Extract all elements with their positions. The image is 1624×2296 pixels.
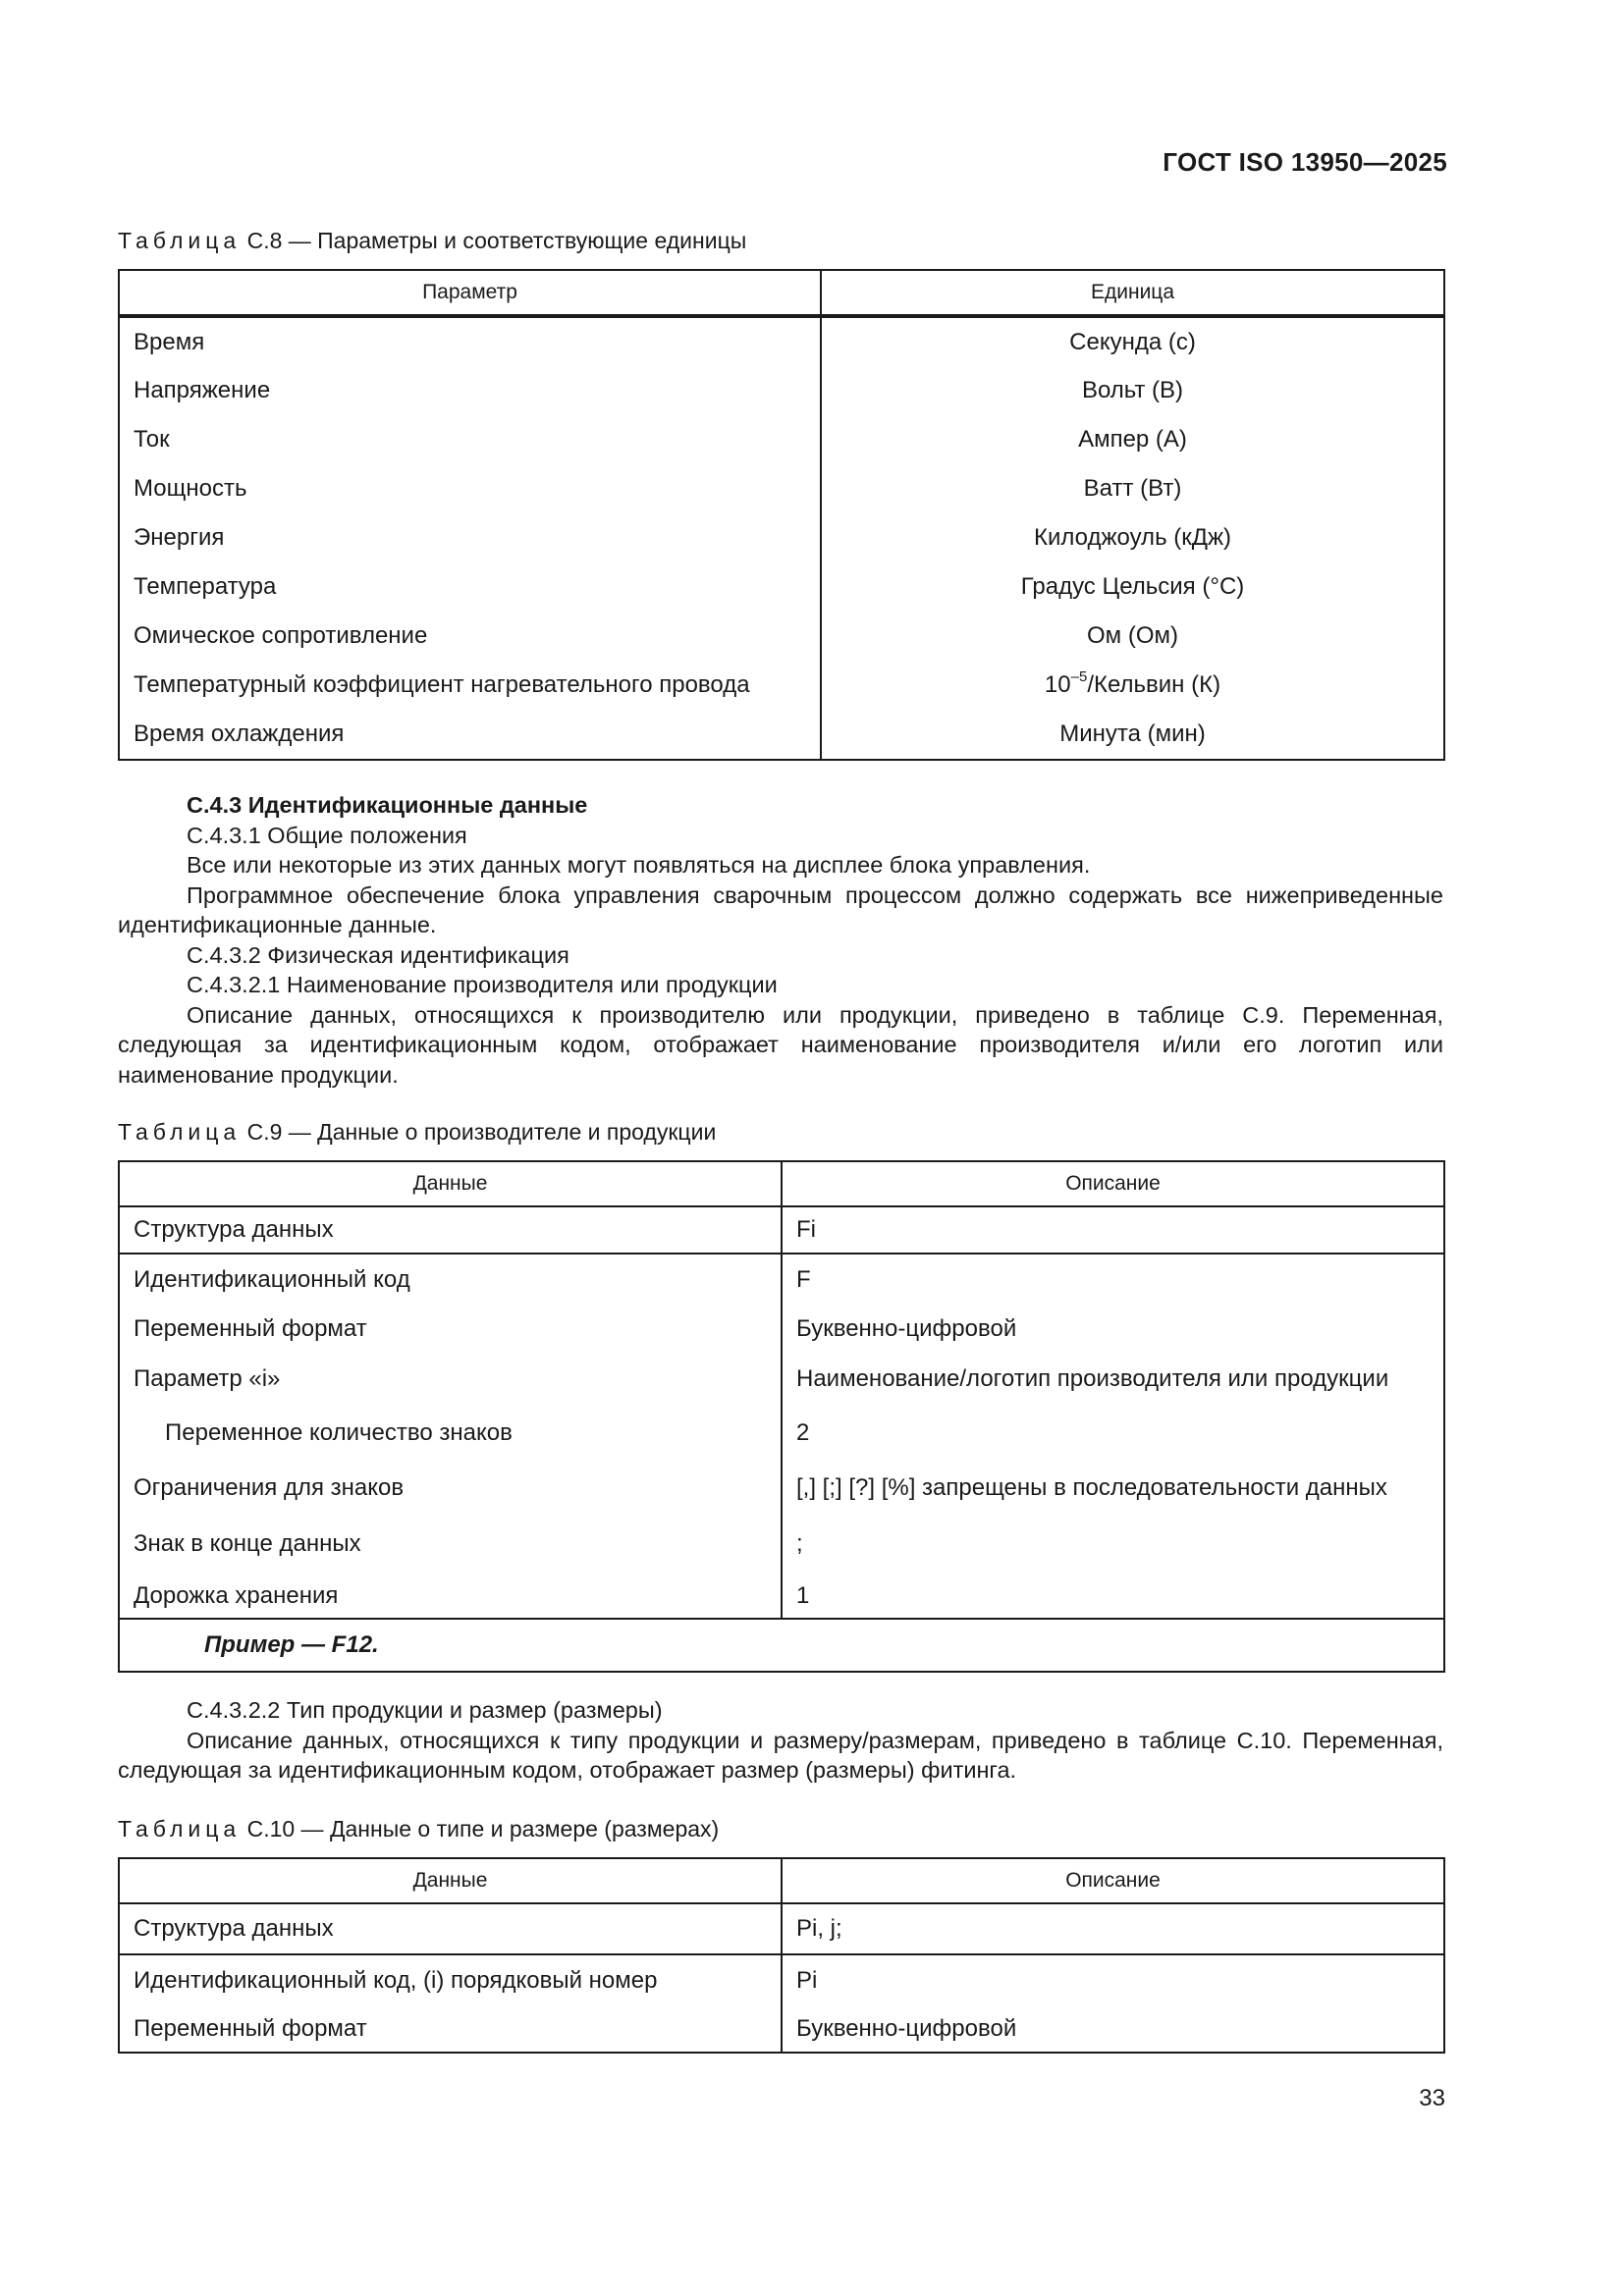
data-label-cell: Параметр «i»: [134, 1365, 281, 1392]
table-row: [119, 513, 1444, 562]
paragraph: Описание данных, относящихся к типу продукции и размеру/размерам, приведено в таблице С.10. Переменная, следующая за идентификационным кодом, отображает размер (размеры) фитинга.: [118, 1727, 1443, 1783]
table-row: [119, 1574, 1444, 1619]
table-c8-title: С.8 — Параметры и соответствующие единицы: [241, 228, 747, 253]
section-c4322-text: [118, 1695, 1443, 1786]
unit-cell: Ампер (А): [821, 415, 1444, 464]
parameter-cell: Ток: [134, 426, 170, 453]
data-label-cell: Структура данных: [134, 1216, 334, 1243]
paragraph: Все или некоторые из этих данных могут появляться на дисплее блока управления.: [187, 852, 1091, 878]
parameter-cell: Температура: [134, 573, 277, 600]
parameter-cell: Время: [134, 328, 205, 355]
column-header-description: Описание: [782, 1858, 1444, 1903]
parameter-cell: Энергия: [134, 524, 225, 551]
data-label-cell: Идентификационный код: [119, 1254, 782, 1305]
column-header-unit: Единица: [821, 270, 1444, 316]
table-row: [119, 316, 1444, 366]
table-row: [119, 562, 1444, 612]
parameter-cell: Температурный коэффициент нагревательного провода: [134, 671, 750, 698]
table-c9-caption: [118, 1119, 716, 1146]
parameter-cell: Омическое сопротивление: [134, 622, 428, 649]
table-row: [119, 1462, 1444, 1515]
unit-cell: Градус Цельсия (°С): [821, 562, 1444, 612]
data-value-cell: [,] [;] [?] [%] запрещены в последовательности данных: [782, 1462, 1444, 1515]
data-label-cell: Дорожка хранения: [134, 1581, 339, 1609]
paragraph: Описание данных, относящихся к производителю или продукции, приведено в таблице С.9. Переменная, следующая за идентификационным кодом, отображает наименование производителя и/или его логотип или наименование продукции.: [118, 1001, 1443, 1088]
table-header-row: [119, 1161, 1444, 1206]
parameter-cell: Время охлаждения: [134, 721, 345, 747]
table-c10-title: С.10 — Данные о типе и размере (размерах): [241, 1816, 720, 1842]
table-row: [119, 1254, 1444, 1305]
section-heading: С.4.3 Идентификационные данные: [187, 792, 588, 818]
data-label-cell: Знак в конце данных: [134, 1530, 361, 1557]
data-value-cell: Pi: [782, 1954, 1444, 2005]
data-label-cell: Ограничения для знаков: [134, 1474, 405, 1501]
data-label-cell: Переменный формат: [134, 1315, 367, 1342]
data-value-cell: F: [782, 1254, 1444, 1305]
table-row: [119, 612, 1444, 661]
table-c10: [118, 1857, 1445, 2054]
column-header-parameter: Параметр: [119, 270, 821, 316]
data-value-cell: Fi: [782, 1206, 1444, 1254]
data-value-cell: Буквенно-цифровой: [782, 2005, 1444, 2053]
parameter-cell: Напряжение: [134, 377, 271, 403]
table-c8: [118, 269, 1445, 761]
data-value-cell: Наименование/логотип производителя или продукции: [782, 1354, 1444, 1405]
table-row: [119, 366, 1444, 415]
unit-cell: Вольт (В): [821, 366, 1444, 415]
data-value-cell: 1: [782, 1574, 1444, 1619]
table-label-word: Таблица: [118, 1816, 242, 1842]
column-header-data: Данные: [119, 1161, 782, 1206]
section-c43-text: [118, 790, 1443, 1090]
table-row: [119, 661, 1444, 710]
paragraph: Программное обеспечение блока управления сварочным процессом должно содержать все нижеприведенные идентификационные данные.: [118, 881, 1443, 937]
table-row: [119, 1515, 1444, 1574]
table-c9-title: С.9 — Данные о производителе и продукции: [241, 1119, 717, 1145]
unit-cell: Секунда (с): [821, 316, 1444, 366]
unit-cell: Минута (мин): [821, 710, 1444, 760]
table-row: [119, 1206, 1444, 1254]
table-example-row: [119, 1619, 1444, 1672]
table-row: [119, 2005, 1444, 2053]
data-value-cell: ;: [782, 1515, 1444, 1574]
table-row: [119, 415, 1444, 464]
data-label-cell: Переменный формат: [134, 2014, 367, 2042]
example-note: Пример — F12.: [119, 1619, 1444, 1672]
unit-cell: Ом (Ом): [821, 612, 1444, 661]
column-header-description: Описание: [782, 1161, 1444, 1206]
parameter-cell: Мощность: [134, 475, 247, 502]
unit-base: 10: [1044, 671, 1071, 698]
paragraph: С.4.3.2 Физическая идентификация: [187, 941, 569, 968]
table-header-row: [119, 270, 1444, 316]
table-row: [119, 1305, 1444, 1354]
data-value-cell: Буквенно-цифровой: [782, 1305, 1444, 1354]
paragraph: С.4.3.1 Общие положения: [187, 822, 467, 848]
data-label-cell: Переменное количество знаков: [165, 1419, 513, 1446]
column-header-data: Данные: [119, 1858, 782, 1903]
unit-rest: /Кельвин (К): [1087, 671, 1221, 698]
paragraph: С.4.3.2.2 Тип продукции и размер (размеры): [187, 1697, 663, 1723]
data-value-cell: 2: [782, 1405, 1444, 1462]
unit-cell: Килоджоуль (кДж): [821, 513, 1444, 562]
table-row: [119, 1405, 1444, 1462]
table-row: [119, 1903, 1444, 1954]
table-header-row: [119, 1858, 1444, 1903]
page-number: 33: [1419, 2085, 1445, 2111]
table-row: [119, 464, 1444, 513]
table-label-word: Таблица: [118, 228, 242, 253]
table-row: [119, 1954, 1444, 2005]
document-code-header: ГОСТ ISO 13950—2025: [1163, 147, 1447, 177]
unit-cell: Ватт (Вт): [821, 464, 1444, 513]
table-row: [119, 710, 1444, 760]
table-c8-caption: [118, 228, 746, 254]
table-c9: [118, 1160, 1445, 1673]
table-label-word: Таблица: [118, 1119, 242, 1145]
table-c10-caption: [118, 1816, 719, 1842]
data-value-cell: Pi, j;: [782, 1903, 1444, 1954]
unit-exponent: –5: [1070, 668, 1088, 685]
paragraph: С.4.3.2.1 Наименование производителя или продукции: [187, 972, 778, 997]
data-label-cell: Структура данных: [134, 1915, 334, 1942]
unit-cell: [821, 661, 1444, 710]
data-label-cell: Идентификационный код, (i) порядковый номер: [119, 1954, 782, 2005]
table-row: [119, 1354, 1444, 1405]
